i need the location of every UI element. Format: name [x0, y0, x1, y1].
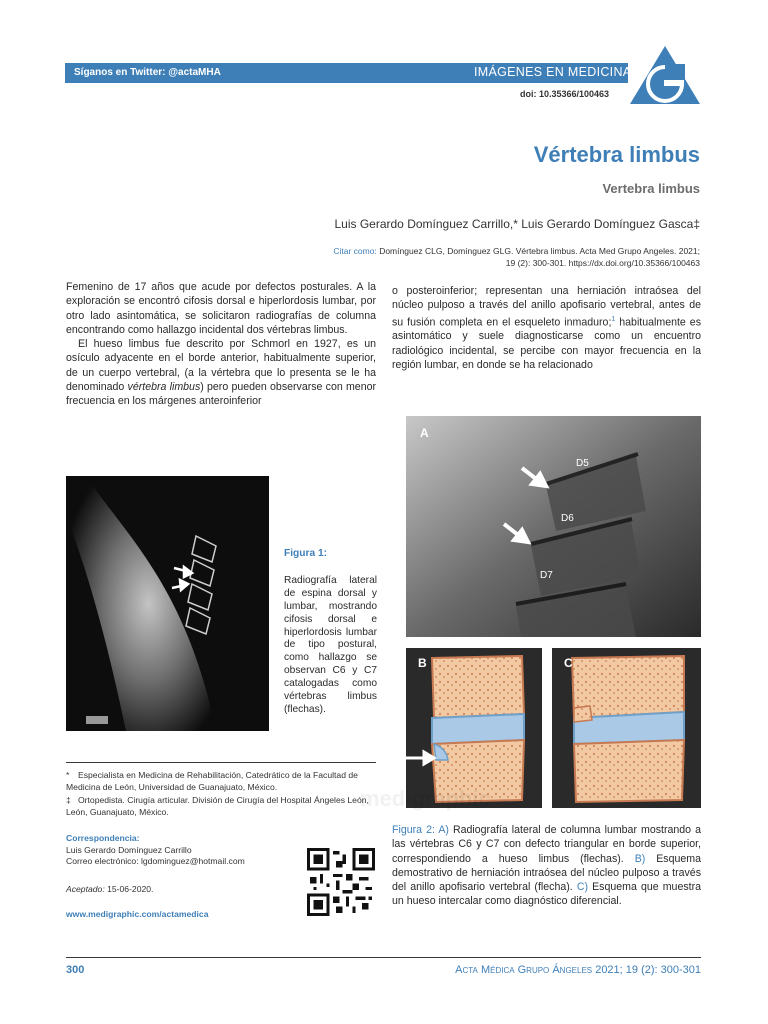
journal-reference: Acta Médica Grupo Ángeles 2021; 19 (2): 300-301	[455, 964, 701, 976]
figure1-xray	[66, 476, 269, 731]
paragraph: Femenino de 17 años que acude por defectos posturales. A la exploración se encontró cifosis dorsal e hiperlordosis lumbar, por otro lado asintomática, se solicitaron radiografías de columna encontrando como hallazgo incidental dos vértebras limbus.	[66, 281, 376, 336]
correspondence-email[interactable]: Correo electrónico: lgdominguez@hotmail.com	[66, 856, 245, 867]
citation-label: Citar como:	[333, 246, 377, 256]
figure2-panel-a-xray	[406, 416, 701, 637]
accepted-date: Aceptado: 15-06-2020.	[66, 884, 154, 894]
website-link[interactable]: www.medigraphic.com/actamedica	[66, 909, 209, 919]
qr-code-icon[interactable]	[307, 848, 375, 916]
figure1-text: Radiografía lateral de espina dorsal y lumbar, mostrando cifosis dorsal e hiperlordosis lumbar de tipo postural, como hallazgo se observan C6 y C7 catalogadas como vértebras limbus (flechas).	[284, 574, 377, 715]
figure2-panel-c-diagram	[552, 648, 701, 808]
divider	[66, 762, 376, 763]
paragraph: El hueso limbus fue descrito por Schmorl en 1927, es un osículo adyacente en el borde anterior, habitualmente superior, de un cuerpo vertebral, (a la vértebra que lo presenta se le ha denominado vértebra limbus) pero pueden observarse con menor frecuencia en los márgenes anteroinferior	[66, 338, 377, 408]
vertebra-label: D7	[540, 570, 553, 581]
watermark: medigraphic	[360, 786, 491, 811]
correspondence-label: Correspondencia:	[66, 833, 140, 843]
journal-logo-icon	[628, 44, 702, 106]
page-number: 300	[66, 964, 85, 976]
article-subtitle: Vertebra limbus	[602, 181, 700, 196]
panel-c-label: C	[564, 656, 573, 670]
body-right-column	[392, 284, 701, 372]
figure1-title: Figura 1:	[284, 548, 328, 559]
twitter-handle[interactable]: Síganos en Twitter: @actaMHA	[74, 67, 221, 78]
doi[interactable]: doi: 10.35366/100463	[520, 89, 610, 99]
paragraph: o posteroinferior; representan una herniación intraósea del núcleo pulposo a través del anillo apofisario vertebral, antes de su fusión completa en el esqueleto inmaduro;$^1$ habitualmente es asintomático y suele diagnosticarse como un encuentro radiológico incidental, se percibe con mayor frecuencia en la región lumbar, en donde se ha relacionado	[392, 285, 701, 372]
body-left-column	[66, 280, 376, 409]
section-title: IMÁGENES EN MEDICINA	[474, 65, 632, 79]
article-title: Vértebra limbus	[533, 142, 700, 167]
footnote: * Especialista en Medicina de Rehabilitación, Catedrático de la Facultad de Medicina de León, Universidad de Guanajuato, México.	[66, 770, 358, 792]
vertebra-label: D5	[576, 458, 589, 469]
figure1-caption	[284, 548, 377, 717]
figure2-caption: Figura 2: A) Radiografía lateral de columna lumbar mostrando a las vértebras C6 y C7 con defecto triangular en borde superior, correspondiendo a hueso limbus (flechas). B) Esquema demostrativo de herniación intraósea del núcleo pulposo a través del anillo apofisario vertebral (flecha). C) Esquema que muestra un hueso intercalar como diagnóstico diferencial.	[392, 824, 702, 908]
footer-divider	[66, 957, 701, 958]
footnote: ‡ Ortopedista. Cirugía articular. División de Cirugía del Hospital Ángeles León, León, Guanajuato, México.	[66, 795, 369, 817]
correspondence	[66, 833, 306, 868]
vertebra-label: D6	[561, 513, 574, 524]
panel-b-label: B	[418, 656, 427, 670]
correspondence-name: Luis Gerardo Domínguez Carrillo	[66, 844, 192, 855]
citation	[330, 245, 700, 269]
authors: Luis Gerardo Domínguez Carrillo,* Luis Gerardo Domínguez Gasca‡	[334, 217, 700, 231]
panel-a-label: A	[420, 426, 429, 440]
citation-text: Domínguez CLG, Domínguez GLG. Vértebra limbus. Acta Med Grupo Angeles. 2021; 19 (2): 300-301. https://dx.doi.org/10.35366/100463	[379, 246, 700, 268]
figure2-panel-b-diagram	[406, 648, 542, 808]
